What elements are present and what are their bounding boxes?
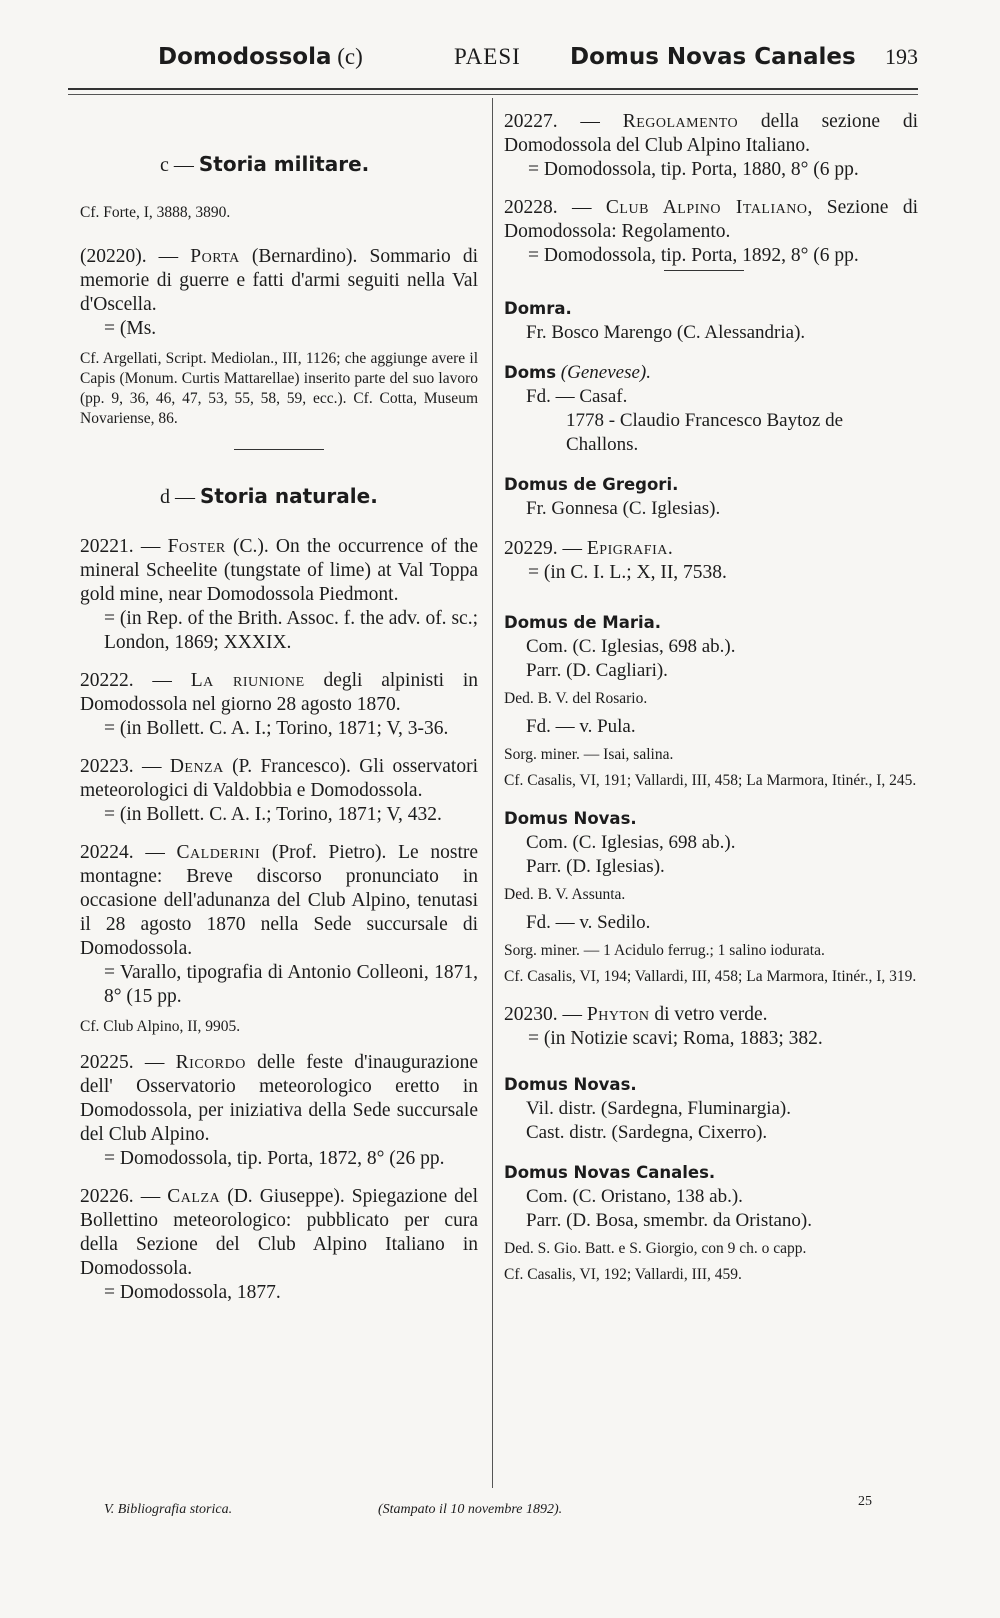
entry-20223 [80, 755, 478, 827]
entry-author: Calza [167, 1186, 221, 1207]
entry-number: 20227. — [504, 111, 600, 132]
section-heading-d [160, 484, 478, 509]
separator-rule [664, 270, 744, 271]
entry-author: Phyton [586, 1004, 650, 1025]
place-name: Domus Novas Canales. [504, 1163, 716, 1182]
footer-signature: V. Bibliografia storica. [104, 1502, 233, 1517]
place-line: Vil. distr. (Sardegna, Fluminargia). [526, 1098, 791, 1119]
entry-text: (Prof. Pietro). Le nostre montagne: Breve discorso pronunciato in occasione dell'adunanza del Club Alpino, tenutasi il 28 agosto 1870 nella Sede succursale di Domodossola. [80, 842, 479, 959]
entry-20222 [80, 669, 478, 741]
entry-number: 20222. — [80, 670, 172, 691]
place-region: (Genevese). [560, 362, 651, 383]
header-left [158, 44, 363, 70]
place-domus-de-gregori [504, 473, 918, 521]
footer-print-date: (Stampato il 10 novembre 1892). [378, 1502, 563, 1517]
entry-20225 [80, 1051, 478, 1171]
entry-20228 [504, 196, 918, 268]
place-domus-novas-2 [504, 1073, 918, 1145]
footer-sheet-number: 25 [858, 1494, 872, 1509]
dedication: Ded. B. V. del Rosario. [504, 690, 648, 707]
entry-author: Club Alpino Italiano [605, 197, 808, 218]
entry-author: Calderini [176, 842, 261, 863]
entry-author: Denza [169, 756, 224, 777]
place-name: Doms [504, 363, 557, 382]
entry-20229 [504, 537, 918, 585]
place-name: Domus de Gregori. [504, 475, 679, 494]
place-name: Domus de Maria. [504, 613, 662, 632]
entry-text: (P. Francesco). Gli osservatori meteorologici di Valdobbia e Domodossola. [80, 756, 479, 801]
place-line: Com. (C. Iglesias, 698 ab.). [526, 832, 736, 853]
entry-text: delle feste d'inaugurazione dell' Osservatorio meteorologico eretto in Domodossola, per iniziativa della Sede succursale del Club Alpino. [80, 1052, 479, 1145]
place-doms [504, 361, 918, 457]
section-heading-c [160, 152, 478, 177]
place-line: Parr. (D. Bosa, smembr. da Oristano). [526, 1210, 813, 1231]
place-name: Domus Novas. [504, 809, 637, 828]
entry-author: Ricordo [175, 1052, 246, 1073]
entry-publication: = (in Bollett. C. A. I.; Torino, 1871; V, 3-36. [104, 718, 449, 739]
column-divider [492, 98, 493, 1488]
separator-rule [234, 449, 324, 450]
section-letter: d — [160, 486, 195, 508]
entry-20227 [504, 110, 918, 182]
entry-publication: = (Ms. [104, 318, 157, 339]
header-rule-thin [68, 94, 918, 95]
section-title: Storia naturale. [200, 484, 378, 508]
entry-number: 20224. — [80, 842, 165, 863]
entry-text: (C.). On the occurrence of the mineral Scheelite (tungstate of lime) at Val Toppa gold mine, near Domodossola Piedmont. [80, 536, 479, 605]
place-line: Fr. Bosco Marengo (C. Alessandria). [526, 322, 806, 343]
entry-publication: = (in Rep. of the Brith. Assoc. f. the adv. of. sc.; London, 1869; XXXIX. [104, 608, 478, 653]
entry-text: (Bernardino). Sommario di memorie di guerre e fatti d'armi seguiti nella Val d'Oscella. [80, 246, 478, 315]
entry-publication: = Domodossola, tip. Porta, 1880, 8° (6 pp. [528, 159, 859, 180]
place-domus-novas-canales [504, 1161, 918, 1285]
cross-reference: Cf. Casalis, VI, 191; Vallardi, III, 458; La Marmora, Itinér., I, 245. [504, 772, 917, 789]
place-name: Domus Novas. [504, 1075, 637, 1094]
place-line: Parr. (D. Cagliari). [526, 660, 668, 681]
place-line: Fd. — v. Sedilo. [526, 912, 651, 933]
page-number: 193 [885, 44, 918, 69]
cross-reference: Cf. Casalis, VI, 194; Vallardi, III, 458; La Marmora, Itinér., I, 319. [504, 968, 917, 985]
entry-publication: = Domodossola, tip. Porta, 1872, 8° (26 pp. [104, 1148, 445, 1169]
place-line: Com. (C. Iglesias, 698 ab.). [526, 636, 736, 657]
entry-text: . [667, 538, 673, 559]
entry-number: 20230. — [504, 1004, 582, 1025]
entry-text: della sezione di Domodossola del Club Alpino Italiano. [504, 111, 919, 156]
entry-number: (20220). — [80, 246, 179, 267]
entry-number: 20229. — [504, 538, 582, 559]
entry-20221 [80, 535, 478, 655]
mineral-springs: Sorg. miner. — 1 Acidulo ferrug.; 1 salino iodurata. [504, 942, 825, 959]
place-line: Cast. distr. (Sardegna, Cixerro). [526, 1122, 768, 1143]
place-domra [504, 297, 918, 345]
entry-note: Cf. Argellati, Script. Mediolan., III, 1126; che aggiunge avere il Capis (Monum. Curtis Mattarellae) inserito parte del suo lavoro (pp. 9, 36, 46, 47, 53, 55, 58, 59, ecc.). Cf. Cotta, Museum Novariense, 86. [80, 350, 478, 427]
entry-publication: = (in Notizie scavi; Roma, 1883; 382. [528, 1028, 823, 1049]
entry-publication: = (in C. I. L.; X, II, 7538. [528, 562, 727, 583]
place-name: Domra. [504, 299, 572, 318]
dedication: Ded. B. V. Assunta. [504, 886, 626, 903]
place-line: Fd. — v. Pula. [526, 716, 636, 737]
entry-20220 [80, 245, 478, 341]
entry-author: Porta [190, 246, 240, 267]
place-line: 1778 - Claudio Francesco Baytoz de Challons. [566, 410, 844, 455]
entry-author: Foster [167, 536, 226, 557]
entry-number: 20221. — [80, 536, 161, 557]
place-domus-de-maria [504, 611, 918, 791]
entry-note: Cf. Club Alpino, II, 9905. [80, 1018, 241, 1035]
header-right: Domus Novas Canales [570, 44, 856, 70]
entry-20224 [80, 841, 478, 1009]
header-middle: PAESI [454, 44, 521, 69]
entry-author: La riunione [190, 670, 305, 691]
mineral-springs: Sorg. miner. — Isai, salina. [504, 746, 674, 763]
header-rule-thick [68, 88, 918, 90]
entry-publication: = Domodossola, tip. Porta, 1892, 8° (6 pp. [528, 245, 859, 266]
entry-text: degli alpinisti in Domodossola nel giorno 28 agosto 1870. [80, 670, 478, 715]
place-line: Parr. (D. Iglesias). [526, 856, 665, 877]
entry-publication: = Domodossola, 1877. [104, 1282, 281, 1303]
entry-number: 20225. — [80, 1052, 165, 1073]
section-letter: c — [160, 154, 194, 176]
entry-publication: = (in Bollett. C. A. I.; Torino, 1871; V, 432. [104, 804, 442, 825]
header-place: Domodossola [158, 44, 332, 70]
header-section: (c) [331, 44, 363, 69]
entry-text: , Sezione di Domodossola: Regolamento. [504, 197, 919, 242]
place-line: Fd. — Casaf. [526, 386, 628, 407]
cross-reference: Cf. Forte, I, 3888, 3890. [80, 204, 231, 221]
running-header [158, 44, 918, 78]
place-line: Com. (C. Oristano, 138 ab.). [526, 1186, 743, 1207]
cross-reference: Cf. Casalis, VI, 192; Vallardi, III, 459. [504, 1266, 742, 1283]
entry-20226 [80, 1185, 478, 1305]
place-domus-novas [504, 807, 918, 987]
entry-number: 20226. — [80, 1186, 161, 1207]
entry-20230 [504, 1003, 918, 1051]
entry-author: Epigrafia [586, 538, 668, 559]
right-column [504, 110, 918, 1301]
entry-text: di vetro verde. [649, 1004, 768, 1025]
entry-publication: = Varallo, tipografia di Antonio Colleoni, 1871, 8° (15 pp. [104, 962, 478, 1007]
section-title: Storia militare. [198, 152, 370, 176]
dedication: Ded. S. Gio. Batt. e S. Giorgio, con 9 ch. o capp. [504, 1240, 807, 1257]
entry-author: Regolamento [622, 111, 739, 132]
place-line: Fr. Gonnesa (C. Iglesias). [526, 498, 721, 519]
left-column [80, 110, 478, 1319]
entry-text: (D. Giuseppe). Spiegazione del Bollettino meteorologico: pubblicato per cura della Sezione del Club Alpino Italiano in Domodossola. [80, 1186, 479, 1279]
entry-number: 20223. — [80, 756, 162, 777]
entry-number: 20228. — [504, 197, 592, 218]
